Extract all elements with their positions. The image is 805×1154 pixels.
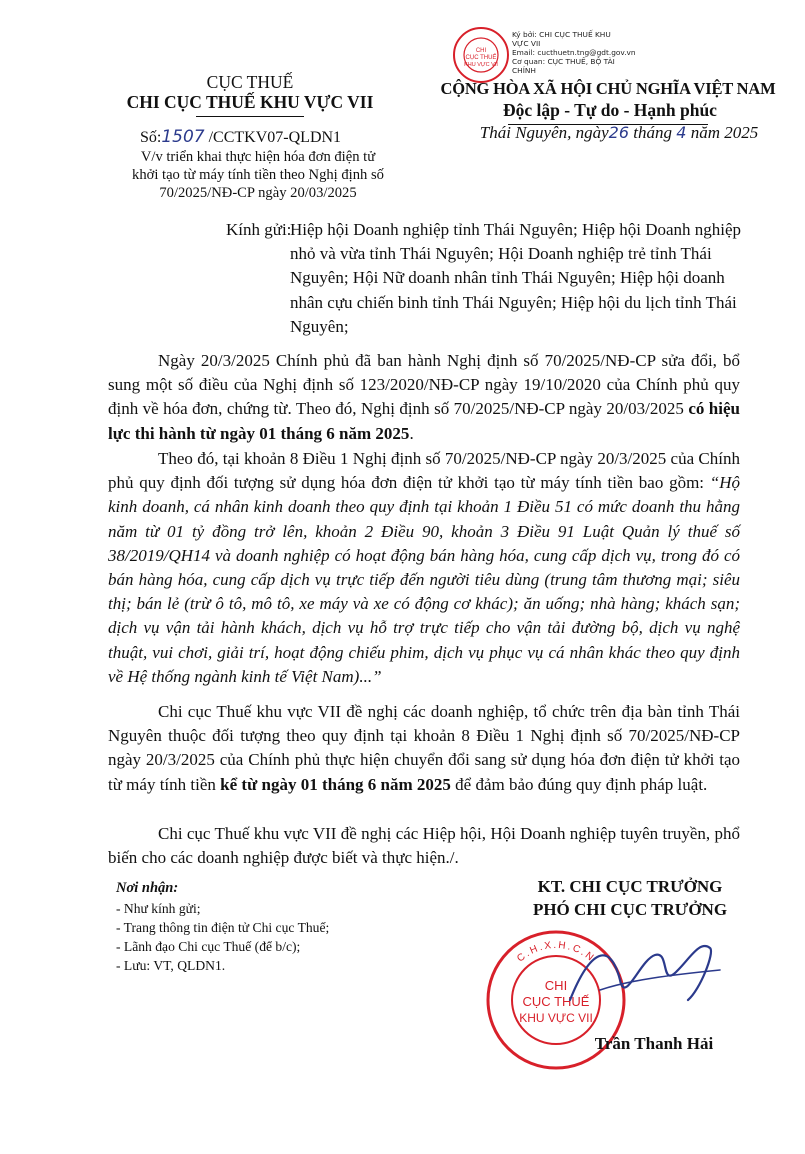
recipient-block — [228, 218, 748, 339]
recipient-text: Hiệp hội Doanh nghiệp tỉnh Thái Nguyên; Hiệp hội Doanh nghiệp nhỏ và vừa tỉnh Thái Nguyên; Hội Doanh nghiệp trẻ tỉnh Thái Nguyên; Hội Nữ doanh nhân tỉnh Thái Nguyên; Hiệp hội doanh nhân cựu chiến binh tỉnh Thái Nguyên; Hiệp hội du lịch tỉnh Thái Nguyên; — [290, 220, 742, 336]
day-handwritten: 26 — [608, 123, 630, 142]
receivers-title — [116, 880, 178, 897]
svg-text:KHU VỰC VII: KHU VỰC VII — [519, 1011, 593, 1025]
sub-agency-name: CHI CỤC THUẾ KHU VỰC VII — [126, 92, 374, 112]
digital-sign-line: Cơ quan: CỤC THUẾ, BỘ TÀI — [512, 57, 615, 66]
recipient-label: Kính gửi: — [226, 220, 292, 239]
p3-bold: kể từ ngày 01 tháng 6 năm 2025 — [220, 774, 451, 794]
place-prefix: Thái Nguyên, ngày — [479, 123, 609, 142]
subject-line: V/v triển khai thực hiện hóa đơn điện tử — [140, 149, 376, 165]
p2-text: Theo đó, tại khoản 8 Điều 1 Nghị định số 70/2025/NĐ-CP ngày 20/3/2025 của Chính phủ quy định đối tượng sử dụng hóa đơn điện tử khởi tạo từ máy tính tiền bao gồm: — [108, 449, 740, 493]
receivers-list — [116, 899, 329, 975]
p3-end: để đảm bảo đúng quy định pháp luật. — [450, 774, 708, 794]
digital-signature-info — [512, 30, 652, 75]
subject-line: khởi tạo từ máy tính tiền theo Nghị định số — [132, 167, 384, 183]
signature-title-1: KT. CHI CỤC TRƯỞNG — [537, 877, 723, 896]
month-label: tháng — [633, 123, 673, 142]
list-item: - Lưu: VT, QLDN1. — [116, 958, 226, 973]
svg-text:CHI: CHI — [475, 48, 487, 54]
handwritten-signature — [560, 930, 730, 1030]
body-paragraph-1 — [108, 349, 740, 446]
p1-end: . — [409, 423, 414, 443]
month-handwritten: 4 — [676, 123, 687, 142]
digital-sign-line: VỰC VII — [512, 39, 541, 48]
svg-text:CỤC THUẾ: CỤC THUẾ — [465, 55, 497, 61]
digital-sign-line: Ký bởi: CHI CỤC THUẾ KHU — [512, 30, 611, 39]
list-item: - Trang thông tin điện tử Chi cục Thuế; — [116, 920, 330, 935]
p1-text: Ngày 20/3/2025 Chính phủ đã ban hành Nghị định số 70/2025/NĐ-CP sửa đổi, bổ sung một số điều của Nghị định số 123/2020/NĐ-CP ngày 19/10/2020 của Chính phủ quy định về hóa đơn, chứng từ. Theo đó, Nghị định số 70/2025/NĐ-CP ngày 20/03/2025 — [108, 351, 740, 419]
national-motto: Độc lập - Tự do - Hạnh phúc — [503, 100, 717, 120]
svg-text:CHI: CHI — [544, 978, 568, 993]
country-name: CỘNG HÒA XÃ HỘI CHỦ NGHĨA VIỆT NAM — [440, 79, 776, 98]
svg-text:KHU VỰC VII: KHU VỰC VII — [464, 62, 498, 68]
document-number — [140, 127, 400, 147]
agency-name: CỤC THUẾ — [206, 72, 294, 92]
p2-quote: “Hộ kinh doanh, cá nhân kinh doanh theo quy định tại khoản 1 Điều 51 có mức doanh thu hằng năm từ 01 tỷ đồng trở lên, khoản 2 Điều 90, khoản 3 Điều 91 Luật Quản lý thuế số 38/2019/QH14 và doanh nghiệp có hoạt động bán hàng hóa, cung cấp dịch vụ, trong đó có bán hàng hóa, cung cấp dịch vụ trực tiếp đến người tiêu dùng (trung tâm thương mại; siêu thị; bán lẻ (trừ ô tô, mô tô, xe máy và xe có động cơ khác); ăn uống; nhà hàng; khách sạn; dịch vụ vận tải hành khách, dịch vụ hỗ trợ trực tiếp cho vận tải đường bộ, dịch vụ nghệ thuật, vui chơi, giải trí, hoạt động chiếu phim, dịch vụ phục vụ cá nhân khác theo quy định về Hệ thống ngành kinh tế Việt Nam)...” — [108, 473, 740, 686]
number-prefix: Số: — [140, 129, 162, 146]
list-item: - Lãnh đạo Chi cục Thuế (để b/c); — [116, 939, 301, 954]
receivers-title-text: Nơi nhận: — [116, 880, 179, 896]
list-item: - Như kính gửi; — [116, 901, 201, 916]
body-paragraph-4 — [108, 822, 740, 870]
number-suffix: /CCTKV07-QLDN1 — [208, 129, 342, 146]
digital-sign-line: CHÍNH — [512, 66, 536, 75]
number-handwritten: 1507 — [161, 127, 205, 147]
document-subject — [92, 148, 424, 202]
signature-title-2: PHÓ CHI CỤC TRƯỞNG — [532, 900, 728, 919]
body-paragraph-2 — [108, 447, 740, 689]
divider — [196, 116, 304, 117]
subject-line: 70/2025/NĐ-CP ngày 20/03/2025 — [159, 185, 357, 201]
svg-text:CỤC THUẾ: CỤC THUẾ — [522, 994, 590, 1009]
small-official-stamp — [452, 26, 510, 84]
digital-sign-line: Email: cucthuetn.tng@gdt.gov.vn — [512, 48, 636, 57]
year-label: năm 2025 — [690, 123, 759, 142]
body-paragraph-3 — [108, 700, 740, 797]
signer-name: Trần Thanh Hải — [594, 1034, 714, 1053]
p1-bold: có hiệu lực thi hành từ ngày 01 tháng 6 năm 2025 — [108, 399, 740, 443]
place-date — [444, 123, 794, 143]
svg-text:C.H.X.H.C.N: C.H.X.H.C.N — [515, 939, 597, 965]
p3-text: Chi cục Thuế khu vực VII đề nghị các doanh nghiệp, tổ chức trên địa bàn tỉnh Thái Nguyên thuộc đối tượng theo quy định tại khoản 8 Điều 1 Nghị định số 70/2025/NĐ-CP ngày 20/3/2025 của Chính phủ thực hiện chuyển đổi sang sử dụng hóa đơn điện tử khởi tạo từ máy tính tiền — [108, 702, 740, 794]
p4-text: Chi cục Thuế khu vực VII đề nghị các Hiệp hội, Hội Doanh nghiệp tuyên truyền, phổ biến cho các doanh nghiệp được biết và thực hiện./. — [108, 824, 740, 868]
